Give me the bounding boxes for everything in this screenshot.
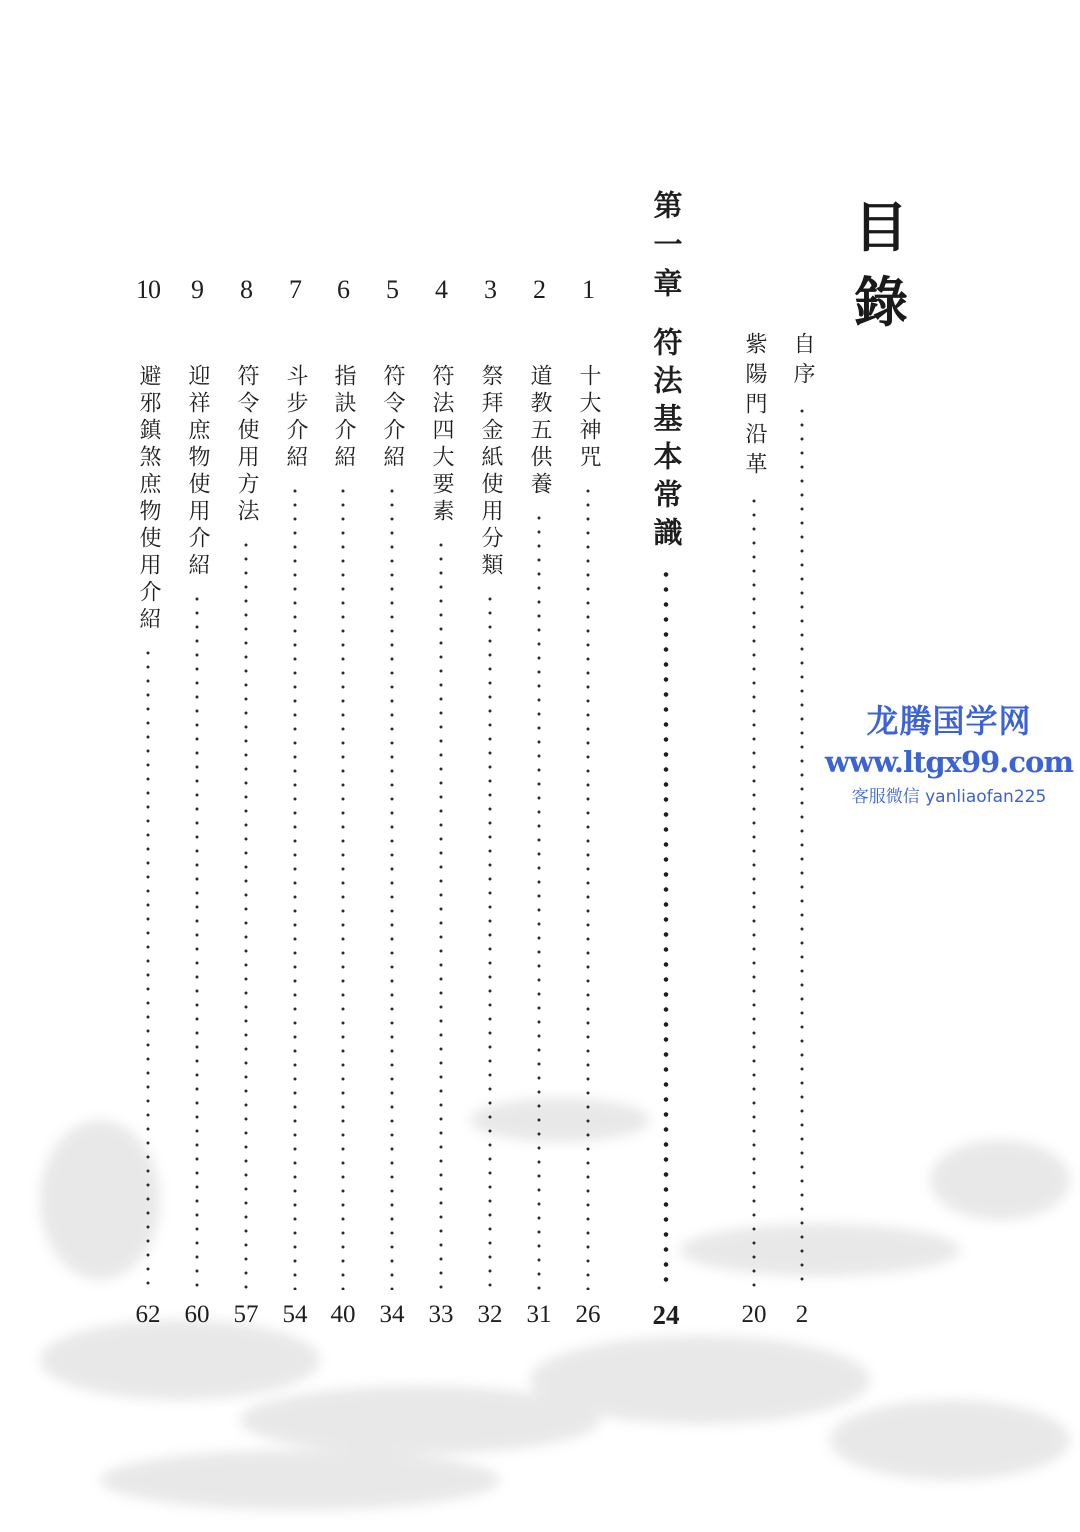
dot-leader xyxy=(146,646,150,1290)
chapter-label: 第一章 xyxy=(649,190,684,307)
dot-leader xyxy=(537,511,541,1290)
toc-entry[interactable] xyxy=(517,272,561,1332)
entry-page-number: 40 xyxy=(330,1301,356,1328)
section-number: 10 xyxy=(136,275,160,304)
entry-title: 符令介紹 xyxy=(380,364,405,472)
entry-title: 祭拜金紙使用分類 xyxy=(478,364,503,580)
dot-leader xyxy=(800,404,804,1290)
dot-leader xyxy=(244,538,248,1290)
entry-page-number: 54 xyxy=(282,1301,308,1328)
dot-leader xyxy=(752,494,756,1290)
entry-title: 自序 xyxy=(790,332,815,392)
toc-entry[interactable] xyxy=(419,272,463,1332)
dot-leader xyxy=(663,567,669,1290)
chapter-page-number: 24 xyxy=(652,1300,680,1330)
entry-page-number: 2 xyxy=(795,1301,809,1328)
toc-entry[interactable] xyxy=(175,272,219,1332)
entry-page-number: 32 xyxy=(477,1301,503,1328)
entry-title: 十大神咒 xyxy=(576,364,601,472)
toc-entry[interactable] xyxy=(370,272,414,1332)
section-number: 9 xyxy=(191,275,203,304)
section-number: 4 xyxy=(435,275,447,304)
watermark-site-name: 龙腾国学网 xyxy=(866,702,1032,740)
entry-title: 斗步介紹 xyxy=(283,364,308,472)
toc-entry[interactable] xyxy=(321,272,365,1332)
entry-title: 避邪鎮煞庶物使用介紹 xyxy=(136,364,161,634)
section-number: 8 xyxy=(240,275,252,304)
entry-title: 迎祥庶物使用介紹 xyxy=(185,364,210,580)
dot-leader xyxy=(341,484,345,1290)
section-number: 3 xyxy=(484,275,496,304)
section-number: 6 xyxy=(337,275,349,304)
section-number: 2 xyxy=(533,275,545,304)
toc-entry[interactable] xyxy=(468,272,512,1332)
entry-title: 紫陽門沿革 xyxy=(742,332,767,482)
toc-entry[interactable] xyxy=(273,272,317,1332)
chapter-entry[interactable] xyxy=(641,190,691,1332)
entry-title: 道教五供養 xyxy=(527,364,552,499)
toc-title-char: 錄 xyxy=(854,270,908,334)
entry-page-number: 33 xyxy=(428,1301,454,1328)
toc-entry[interactable] xyxy=(780,332,824,1332)
entry-page-number: 20 xyxy=(741,1301,767,1328)
watermark-contact: 客服微信 yanliaofan225 xyxy=(851,787,1047,807)
entry-title: 符令使用方法 xyxy=(234,364,259,526)
chapter-title: 符法基本常識 xyxy=(649,327,684,555)
dot-leader xyxy=(439,538,443,1290)
entry-title: 符法四大要素 xyxy=(429,364,454,526)
site-watermark xyxy=(818,700,1080,812)
watermark-url[interactable]: www.ltgx99.com xyxy=(824,745,1074,779)
dot-leader xyxy=(586,484,590,1290)
entry-page-number: 26 xyxy=(575,1301,601,1328)
entry-page-number: 31 xyxy=(526,1301,552,1328)
dot-leader xyxy=(488,592,492,1290)
toc-entry[interactable] xyxy=(732,332,776,1332)
section-number: 5 xyxy=(386,275,398,304)
entry-title: 指訣介紹 xyxy=(331,364,356,472)
entry-page-number: 34 xyxy=(379,1301,405,1328)
toc-entry[interactable] xyxy=(224,272,268,1332)
entry-page-number: 62 xyxy=(135,1301,161,1328)
dot-leader xyxy=(195,592,199,1290)
dot-leader xyxy=(390,484,394,1290)
section-number: 1 xyxy=(582,275,594,304)
section-number: 7 xyxy=(289,275,301,304)
toc-entry[interactable] xyxy=(126,272,170,1332)
entry-page-number: 60 xyxy=(184,1301,210,1328)
toc-entry[interactable] xyxy=(566,272,610,1332)
toc-title-char: 目 xyxy=(854,195,908,259)
entry-page-number: 57 xyxy=(233,1301,259,1328)
dot-leader xyxy=(293,484,297,1290)
